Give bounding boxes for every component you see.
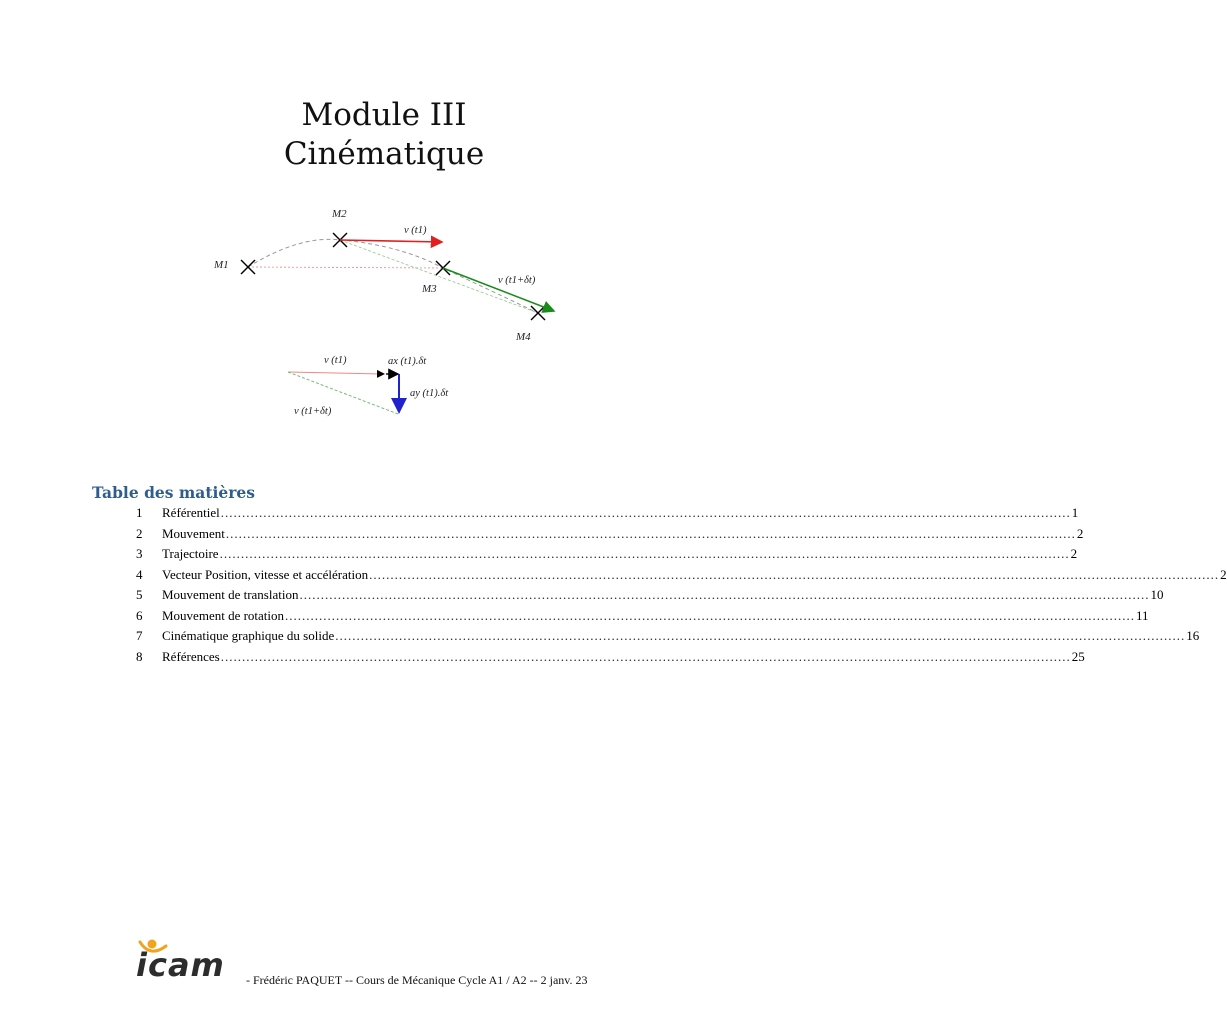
toc-entry[interactable] [136,505,1079,526]
trajectory-curve [248,239,538,313]
label-m2: M2 [332,208,347,220]
toc-entry-page: 11 [1136,607,1149,623]
point-m4-marker [531,306,545,320]
toc-entry-page: 2 [1070,546,1078,561]
toc-entry-page: 1 [1071,505,1079,520]
toc-entry-page: 25 [1071,648,1085,664]
label-v-t1-dt: v (t1+δt) [498,275,536,286]
toc-entry[interactable] [136,628,1200,649]
toc-entry-number: 3 [136,546,143,561]
label-m3: M3 [422,283,437,295]
toc-entry-number: 7 [136,628,143,643]
label-ay: ay (t1).δt [410,388,449,399]
toc-entry-leader: ........................................................................................................................................................................................................ [219,546,1070,561]
toc-entry[interactable] [136,525,1084,547]
kinematics-diagram [200,200,580,430]
icam-logo [136,932,236,990]
toc-entry-label[interactable]: Trajectoire [162,546,219,561]
toc-entry-leader: ........................................................................................................................................................................................................ [369,566,1220,582]
title-line-1: Module III [301,97,467,133]
page-footer: - Frédéric PAQUET -- Cours de Mécanique Cycle A1 / A2 -- 2 janv. 23 [246,973,588,987]
label-ax: ax (t1).δt [388,356,427,367]
label-small-v-t1: v (t1) [324,355,347,366]
toc-entry[interactable] [136,587,1164,608]
label-small-v-t1-dt: v (t1+δt) [294,406,332,417]
toc-entry-number: 6 [136,607,143,623]
toc-entry-number: 5 [136,587,143,602]
toc-entry-leader: ........................................................................................................................................................................................................ [225,525,1076,541]
label-v-t1: v (t1) [404,225,427,236]
toc-entry-page: 2 [1220,566,1227,582]
label-m4: M4 [516,331,531,343]
toc-entry-label[interactable]: Références [162,648,220,664]
toc-entry-leader: ........................................................................................................................................................................................................ [335,628,1186,643]
toc-entry-number: 1 [136,505,143,520]
title-line-2: Cinématique [283,136,485,172]
toc-entry-number: 8 [136,648,143,664]
small-vector-t1 [288,372,384,374]
toc-entry-label[interactable]: Vecteur Position, vitesse et accélération [162,566,369,582]
logo-text: icam [136,946,225,984]
toc-entry[interactable] [136,607,1149,629]
toc-entry-leader: ........................................................................................................................................................................................................ [299,587,1150,602]
toc-entry-page: 10 [1150,587,1164,602]
toc-entry[interactable] [136,648,1085,670]
toc-entry-label[interactable]: Cinématique graphique du solide [162,628,335,643]
page-title [0,96,768,174]
label-m1: M1 [214,259,229,271]
toc-entry-leader: ........................................................................................................................................................................................................ [220,648,1071,664]
toc-entry-leader: ........................................................................................................................................................................................................ [285,607,1136,623]
toc-entry-number: 4 [136,566,143,582]
toc-entry[interactable] [136,566,1227,588]
table-of-contents [136,505,1227,669]
toc-entry-leader: ........................................................................................................................................................................................................ [220,505,1071,520]
toc-entry-number: 2 [136,525,143,541]
toc-entry-label[interactable]: Référentiel [162,505,220,520]
toc-entry-label[interactable]: Mouvement de rotation [162,607,285,623]
toc-entry-page: 2 [1076,525,1084,541]
toc-entry-label[interactable]: Mouvement [162,525,225,541]
chord-m1-m3 [248,267,443,268]
toc-heading: Table des matières [92,483,256,502]
toc-entry-page: 16 [1186,628,1200,643]
toc-entry-label[interactable]: Mouvement de translation [162,587,299,602]
toc-entry[interactable] [136,546,1078,567]
